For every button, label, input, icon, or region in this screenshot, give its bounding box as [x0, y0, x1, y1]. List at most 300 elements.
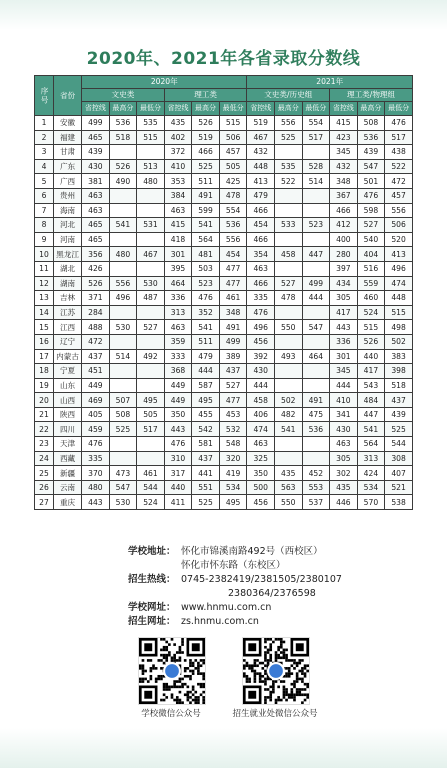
row-score: 434 [330, 276, 358, 291]
row-score: 320 [219, 451, 247, 466]
row-score: 556 [219, 232, 247, 247]
header-2021-wenshi: 文史类/历史组 [247, 89, 330, 102]
header-subcolumn: 最高分 [192, 102, 220, 116]
row-score: 437 [219, 364, 247, 379]
row-score [275, 378, 303, 393]
row-score: 333 [164, 349, 192, 364]
row-score [302, 145, 330, 160]
row-score: 395 [164, 261, 192, 276]
table-row [35, 334, 413, 349]
admission-site-label: 招生网址： [128, 616, 176, 627]
row-score [109, 145, 137, 160]
row-score: 438 [385, 145, 413, 160]
row-score [302, 378, 330, 393]
row-seq: 17 [35, 349, 54, 364]
row-score [109, 364, 137, 379]
row-score: 525 [192, 495, 220, 510]
row-score: 335 [247, 291, 275, 306]
address-label: 学校地址： [128, 546, 176, 557]
row-score: 525 [275, 130, 303, 145]
row-seq: 10 [35, 247, 54, 262]
row-score [109, 334, 137, 349]
row-score: 499 [302, 276, 330, 291]
row-seq: 8 [35, 218, 54, 233]
row-score: 417 [330, 305, 358, 320]
header-province: 省份 [54, 76, 82, 116]
row-score: 547 [302, 320, 330, 335]
row-score [302, 364, 330, 379]
table-row [35, 466, 413, 481]
row-score: 536 [357, 130, 385, 145]
row-score: 345 [330, 364, 358, 379]
row-score [109, 232, 137, 247]
contact-info [128, 545, 428, 629]
row-score: 406 [247, 407, 275, 422]
table-row [35, 145, 413, 160]
site-row [128, 601, 428, 615]
table-row [35, 320, 413, 335]
row-score [275, 261, 303, 276]
row-score: 447 [357, 407, 385, 422]
row-score: 400 [330, 232, 358, 247]
row-score: 437 [192, 451, 220, 466]
row-score: 446 [330, 495, 358, 510]
row-score: 448 [247, 159, 275, 174]
row-score: 368 [164, 364, 192, 379]
page-title: 2020年、2021年各省录取分数线 [86, 49, 361, 69]
row-score: 350 [247, 466, 275, 481]
row-score [109, 451, 137, 466]
row-score: 556 [275, 116, 303, 131]
site-label: 学校网址： [128, 602, 176, 613]
row-score: 491 [302, 393, 330, 408]
row-score: 524 [137, 495, 165, 510]
row-score: 508 [357, 116, 385, 131]
table-row [35, 407, 413, 422]
row-score [302, 305, 330, 320]
row-score: 525 [109, 422, 137, 437]
site-link[interactable]: www.hnmu.com.cn [181, 602, 272, 613]
row-province: 湖北 [54, 261, 82, 276]
row-score: 407 [385, 466, 413, 481]
row-score: 466 [192, 145, 220, 160]
row-score: 491 [219, 320, 247, 335]
row-score: 301 [164, 247, 192, 262]
row-score: 313 [164, 305, 192, 320]
hotline-value-1: 0745-2382419/2381505/2380107 [181, 574, 342, 585]
row-score: 439 [357, 145, 385, 160]
row-score [302, 261, 330, 276]
row-score: 441 [192, 466, 220, 481]
row-score: 544 [137, 480, 165, 495]
row-province: 天津 [54, 437, 82, 452]
row-score: 440 [357, 349, 385, 364]
row-score: 465 [82, 218, 110, 233]
row-score: 440 [164, 480, 192, 495]
row-score: 515 [219, 116, 247, 131]
row-score [302, 451, 330, 466]
row-score [275, 364, 303, 379]
row-seq: 4 [35, 159, 54, 174]
row-score: 475 [302, 407, 330, 422]
row-province: 广东 [54, 159, 82, 174]
row-score: 550 [275, 320, 303, 335]
address-value-1: 怀化市锦溪南路492号（西校区） [181, 546, 323, 557]
row-score [302, 437, 330, 452]
header-subcolumn: 省控线 [247, 102, 275, 116]
row-score: 476 [357, 188, 385, 203]
row-seq: 26 [35, 480, 54, 495]
row-score: 461 [137, 466, 165, 481]
header-year-2020: 2020年 [82, 76, 247, 89]
row-score [137, 378, 165, 393]
row-score: 439 [385, 407, 413, 422]
row-score: 538 [385, 495, 413, 510]
row-score: 490 [109, 174, 137, 189]
row-score: 523 [302, 218, 330, 233]
row-province: 山西 [54, 393, 82, 408]
row-score: 544 [385, 437, 413, 452]
row-score: 527 [275, 276, 303, 291]
row-score: 556 [109, 276, 137, 291]
row-score: 449 [164, 393, 192, 408]
row-score: 467 [137, 247, 165, 262]
row-score: 412 [330, 218, 358, 233]
row-score: 477 [219, 276, 247, 291]
row-score: 496 [109, 291, 137, 306]
table-row [35, 276, 413, 291]
row-seq: 23 [35, 437, 54, 452]
row-seq: 5 [35, 174, 54, 189]
table-row [35, 451, 413, 466]
row-score: 495 [192, 393, 220, 408]
score-table-container [34, 75, 413, 510]
row-province: 宁夏 [54, 364, 82, 379]
row-score: 488 [82, 320, 110, 335]
row-province: 安徽 [54, 116, 82, 131]
row-score [137, 145, 165, 160]
row-score: 466 [247, 276, 275, 291]
row-score [137, 261, 165, 276]
row-score: 477 [219, 261, 247, 276]
row-score: 536 [302, 422, 330, 437]
row-score: 526 [109, 159, 137, 174]
row-score: 541 [109, 218, 137, 233]
row-score: 474 [247, 422, 275, 437]
row-score: 517 [302, 130, 330, 145]
row-province: 辽宁 [54, 334, 82, 349]
qr-code-icon [243, 638, 309, 704]
row-score: 530 [109, 495, 137, 510]
row-score: 463 [164, 203, 192, 218]
row-score: 458 [275, 247, 303, 262]
row-score: 417 [357, 364, 385, 379]
row-score: 350 [164, 407, 192, 422]
row-score: 443 [330, 320, 358, 335]
row-score: 513 [137, 159, 165, 174]
header-2020-wenshi: 文史类 [82, 89, 165, 102]
row-score: 325 [247, 451, 275, 466]
row-score: 310 [164, 451, 192, 466]
row-score: 505 [137, 407, 165, 422]
row-score: 405 [82, 407, 110, 422]
row-score: 381 [82, 174, 110, 189]
row-score: 502 [275, 393, 303, 408]
row-score: 524 [357, 305, 385, 320]
row-score: 336 [330, 334, 358, 349]
row-score: 430 [247, 364, 275, 379]
row-score: 451 [82, 364, 110, 379]
row-score: 478 [219, 188, 247, 203]
row-score: 335 [82, 451, 110, 466]
row-score: 302 [330, 466, 358, 481]
row-score [275, 232, 303, 247]
row-score: 563 [275, 480, 303, 495]
row-score: 476 [192, 291, 220, 306]
row-score: 348 [330, 174, 358, 189]
row-score [109, 378, 137, 393]
row-score [109, 437, 137, 452]
row-score: 526 [357, 334, 385, 349]
row-score: 535 [275, 159, 303, 174]
row-seq: 16 [35, 334, 54, 349]
row-score: 449 [82, 378, 110, 393]
row-score: 454 [219, 247, 247, 262]
row-seq: 1 [35, 116, 54, 131]
row-score: 523 [192, 276, 220, 291]
row-score: 308 [385, 451, 413, 466]
row-score: 284 [82, 305, 110, 320]
row-score: 356 [82, 247, 110, 262]
qr-code-admission-wechat [242, 637, 310, 705]
row-score: 514 [109, 349, 137, 364]
row-score: 443 [164, 422, 192, 437]
row-province: 西藏 [54, 451, 82, 466]
row-score: 548 [219, 437, 247, 452]
header-year-2021: 2021年 [247, 76, 413, 89]
row-seq: 21 [35, 407, 54, 422]
row-score [302, 203, 330, 218]
row-score: 419 [219, 466, 247, 481]
row-score: 476 [164, 437, 192, 452]
row-score [275, 334, 303, 349]
row-score: 437 [82, 349, 110, 364]
row-score: 371 [82, 291, 110, 306]
header-subcolumn: 最低分 [302, 102, 330, 116]
row-score: 480 [82, 480, 110, 495]
admission-site-link[interactable]: zs.hnmu.com.cn [181, 616, 259, 627]
row-score: 463 [164, 320, 192, 335]
row-score: 526 [82, 276, 110, 291]
row-score: 527 [357, 218, 385, 233]
row-score: 435 [330, 480, 358, 495]
row-score [302, 188, 330, 203]
row-score: 528 [302, 159, 330, 174]
row-score: 425 [219, 174, 247, 189]
row-score: 553 [302, 480, 330, 495]
header-subcolumn: 省控线 [330, 102, 358, 116]
row-province: 黑龙江 [54, 247, 82, 262]
table-row [35, 437, 413, 452]
row-score: 455 [192, 407, 220, 422]
row-seq: 2 [35, 130, 54, 145]
row-province: 云南 [54, 480, 82, 495]
row-score [275, 188, 303, 203]
row-score: 550 [275, 495, 303, 510]
row-score: 536 [219, 218, 247, 233]
row-score: 547 [109, 480, 137, 495]
row-score: 514 [302, 174, 330, 189]
row-seq: 13 [35, 291, 54, 306]
table-row [35, 188, 413, 203]
table-row [35, 378, 413, 393]
row-score: 444 [330, 378, 358, 393]
row-seq: 12 [35, 276, 54, 291]
row-score: 520 [385, 232, 413, 247]
table-row [35, 203, 413, 218]
row-score: 415 [330, 116, 358, 131]
row-score: 444 [302, 291, 330, 306]
row-score: 466 [247, 203, 275, 218]
row-score: 432 [330, 159, 358, 174]
row-score: 397 [330, 261, 358, 276]
row-score: 439 [82, 145, 110, 160]
table-row [35, 174, 413, 189]
row-score: 430 [330, 422, 358, 437]
row-score: 477 [219, 393, 247, 408]
row-score: 570 [357, 495, 385, 510]
row-score: 404 [357, 247, 385, 262]
row-province: 山东 [54, 378, 82, 393]
row-seq: 7 [35, 203, 54, 218]
row-province: 江西 [54, 320, 82, 335]
admission-site-row [128, 615, 428, 629]
row-seq: 15 [35, 320, 54, 335]
row-score: 466 [247, 232, 275, 247]
row-score: 413 [385, 247, 413, 262]
row-seq: 25 [35, 466, 54, 481]
row-score: 521 [385, 480, 413, 495]
header-subcolumns [35, 102, 413, 116]
header-2020-ligong: 理工类 [164, 89, 247, 102]
row-score: 530 [109, 320, 137, 335]
row-score: 313 [357, 451, 385, 466]
row-score: 527 [137, 320, 165, 335]
row-score: 564 [192, 232, 220, 247]
header-2021-ligong: 理工类/物理组 [330, 89, 413, 102]
top-gradient [0, 0, 447, 30]
row-score: 564 [357, 437, 385, 452]
row-score: 498 [385, 320, 413, 335]
row-score [109, 203, 137, 218]
row-score [275, 437, 303, 452]
row-score: 305 [330, 291, 358, 306]
row-score: 554 [219, 203, 247, 218]
row-score: 533 [275, 218, 303, 233]
row-score: 353 [164, 174, 192, 189]
row-score: 541 [192, 218, 220, 233]
table-header [35, 76, 413, 116]
row-score: 476 [385, 116, 413, 131]
row-score: 480 [109, 247, 137, 262]
row-score: 383 [385, 349, 413, 364]
row-score: 492 [137, 349, 165, 364]
row-score: 478 [275, 291, 303, 306]
row-province: 吉林 [54, 291, 82, 306]
row-score [137, 451, 165, 466]
row-province: 湖南 [54, 276, 82, 291]
row-score: 410 [164, 159, 192, 174]
row-score [137, 188, 165, 203]
row-score: 499 [82, 116, 110, 131]
row-score: 503 [192, 261, 220, 276]
row-score: 499 [219, 334, 247, 349]
row-score: 480 [137, 174, 165, 189]
row-score: 537 [302, 495, 330, 510]
row-score: 536 [109, 116, 137, 131]
row-score [275, 203, 303, 218]
row-province: 重庆 [54, 495, 82, 510]
row-score: 554 [302, 116, 330, 131]
row-score: 518 [385, 378, 413, 393]
row-score: 461 [219, 291, 247, 306]
row-score: 389 [219, 349, 247, 364]
row-score: 495 [219, 495, 247, 510]
row-score: 511 [192, 174, 220, 189]
table-row [35, 218, 413, 233]
row-score: 464 [164, 276, 192, 291]
row-score: 301 [330, 349, 358, 364]
row-score: 354 [247, 247, 275, 262]
row-score: 458 [247, 393, 275, 408]
row-score: 519 [192, 130, 220, 145]
row-score: 447 [302, 247, 330, 262]
row-score [109, 305, 137, 320]
row-score: 581 [192, 437, 220, 452]
row-province: 新疆 [54, 466, 82, 481]
row-score: 443 [82, 495, 110, 510]
row-score: 500 [247, 480, 275, 495]
row-score: 452 [302, 466, 330, 481]
table-row [35, 495, 413, 510]
row-score: 424 [357, 466, 385, 481]
row-seq: 20 [35, 393, 54, 408]
table-row [35, 130, 413, 145]
row-score: 430 [82, 159, 110, 174]
row-score: 465 [82, 232, 110, 247]
row-score: 525 [192, 159, 220, 174]
row-seq: 24 [35, 451, 54, 466]
row-score: 526 [192, 116, 220, 131]
row-score: 479 [247, 188, 275, 203]
row-score [137, 437, 165, 452]
row-score: 476 [247, 305, 275, 320]
row-score: 530 [137, 276, 165, 291]
hotline-row [128, 573, 428, 587]
row-score: 392 [247, 349, 275, 364]
row-score: 556 [385, 203, 413, 218]
row-score: 472 [385, 174, 413, 189]
row-score: 418 [164, 232, 192, 247]
row-score: 493 [275, 349, 303, 364]
row-score: 473 [109, 466, 137, 481]
row-seq: 22 [35, 422, 54, 437]
row-score: 476 [82, 437, 110, 452]
table-row [35, 422, 413, 437]
row-score: 348 [219, 305, 247, 320]
row-score: 527 [219, 378, 247, 393]
row-score: 341 [330, 407, 358, 422]
